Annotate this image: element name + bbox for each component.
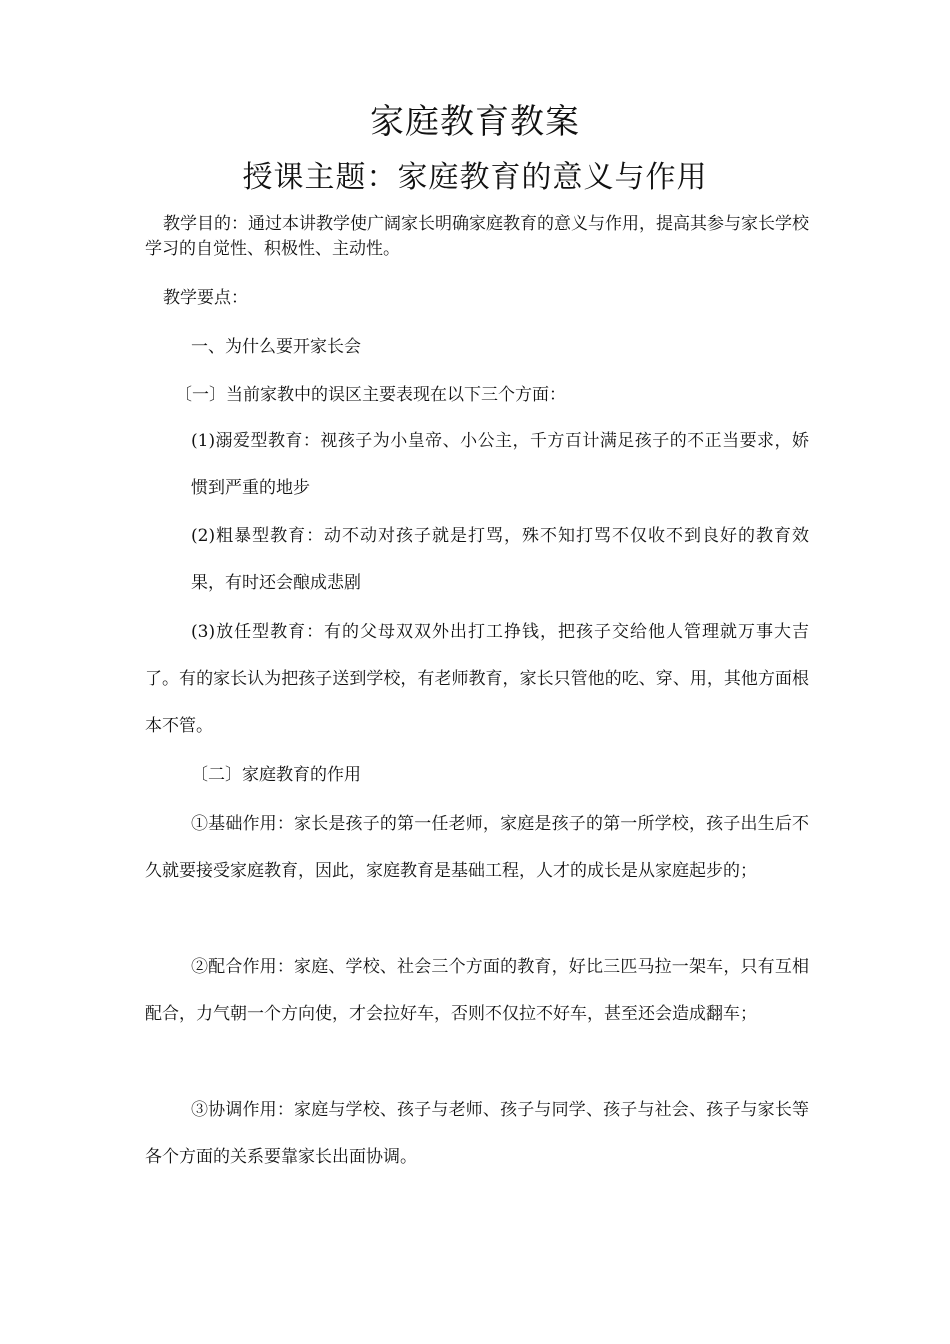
item-1-block [145,418,809,512]
role-item-3: ③协调作用：家庭与学校、孩子与老师、孩子与同学、孩子与社会、孩子与家长等各个方面的关系要靠家长出面协调。 [145,1100,809,1167]
item-3-block [145,609,809,750]
misconception-item-1: (1)溺爱型教育：视孩子为小皇帝、小公主，千方百计满足孩子的不正当要求，娇惯到严重的地步 [191,431,809,498]
item-2-block [145,513,809,607]
key-points-block [145,286,809,311]
sub-2-heading: 〔二〕家庭教育的作用 [191,765,361,785]
section-1-heading: 一、为什么要开家长会 [191,337,361,357]
sub-2-block [145,752,809,799]
misconception-item-2: (2)粗暴型教育：动不动对孩子就是打骂，殊不知打骂不仅收不到良好的教育效果，有时还会酿成悲剧 [191,526,809,593]
sub-1-block [145,383,809,408]
role-3-block [145,1087,809,1181]
document-title: 家庭教育教案 [370,102,580,142]
document-subtitle: 授课主题：家庭教育的意义与作用 [242,160,708,195]
key-points-label: 教学要点： [163,288,248,308]
misconception-item-3: (3)放任型教育：有的父母双双外出打工挣钱，把孩子交给他人管理就万事大吉了。有的家长认为把孩子送到学校，有老师教育，家长只管他的吃、穿、用，其他方面根本不管。 [145,622,809,736]
objective-block [145,212,809,262]
role-2-block [145,944,809,1038]
teaching-objective: 教学目的：通过本讲教学使广阔家长明确家庭教育的意义与作用，提高其参与家长学校学习的自觉性、积极性、主动性。 [145,214,809,259]
sub-1-heading: 〔一〕当前家教中的误区主要表现在以下三个方面： [175,385,566,405]
role-1-block [145,801,809,895]
role-item-1: ①基础作用：家长是孩子的第一任老师，家庭是孩子的第一所学校，孩子出生后不久就要接受家庭教育，因此，家庭教育是基础工程，人才的成长是从家庭起步的； [145,814,809,881]
role-item-2: ②配合作用：家庭、学校、社会三个方面的教育，好比三匹马拉一架车，只有互相配合，力气朝一个方向使，才会拉好车，否则不仅拉不好车，甚至还会造成翻车； [145,957,809,1024]
section-1-block [145,335,809,360]
